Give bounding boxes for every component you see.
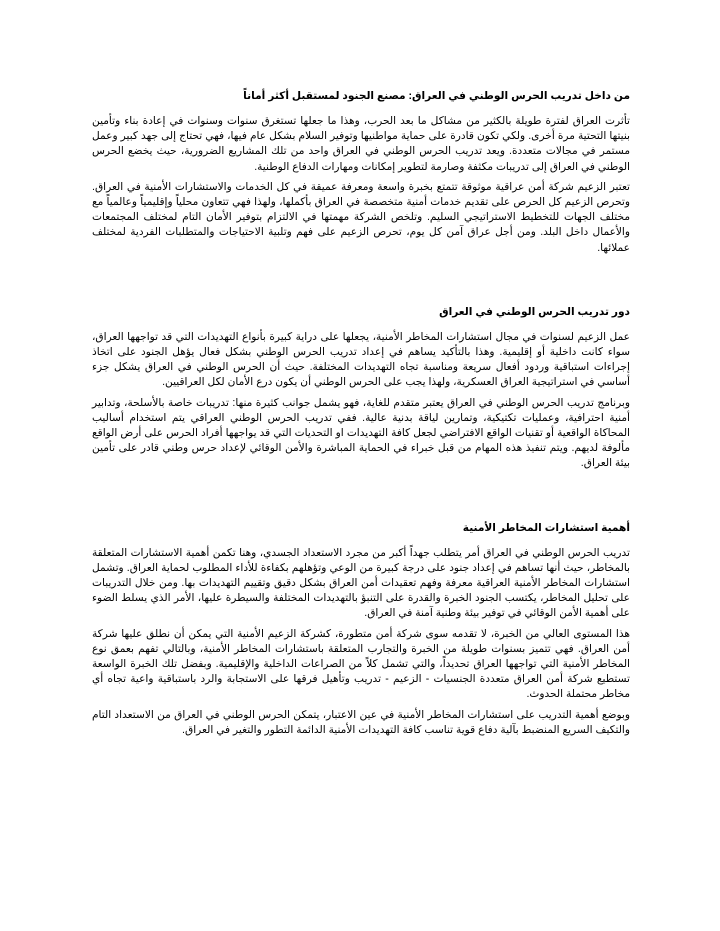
paragraph: تأثرت العراق لفترة طويلة بالكثير من مشاكل ما بعد الحرب، وهذا ما جعلها تستغرق سنوات وسنوات في إعادة بناء وتأمين بنيتها التحتية مرة أخرى. ولكي تكون قادرة على حماية مواطنيها وتوفير السلام بشكل عام فيها، فهي تحتاج إلى جهد كبير وعمل مستمر في مجالات متعددة. ويعد تدريب الحرس الوطني في العراق واحد من تلك المشاريع الضرورية، حيث يخضع الحرس الوطني في العراق إلى تدريبات مكثفة وصارمة لتطوير إمكانات ومهارات الدفاع الوطنية. [92, 115, 630, 173]
paragraph: تعتبر الزعيم شركة أمن عراقية موثوقة تتمتع بخبرة واسعة ومعرفة عميقة في كل الخدمات والاستشارات الأمنية في العراق. وتحرص الزعيم كل الحرص على تقديم خدمات أمنية متخصصة في العراق بأكملها، ولهذا فهي تتعاون محلياً وإقليمياً وعالمياً مع مختلف الجهات للتخطيط الاستراتيجي السليم. وتلخص الشركة مهمتها في الالتزام بتوفير الأمان التام لمختلف المجتمعات والأعمال داخل البلد. ومن أجل عراق آمن كل يوم، تحرص الزعيم على فهم وتلبية الاحتياجات والمتطلبات الفردية لمختلف عملائها. [92, 180, 630, 254]
section-heading: من داخل تدريب الحرس الوطني في العراق: مصنع الجنود لمستقبل أكثر أماناً [243, 90, 630, 102]
section-intro [92, 88, 630, 256]
section-guard-role [92, 304, 630, 472]
paragraph: وبوضع أهمية التدريب على استشارات المخاطر الأمنية في عين الاعتبار، يتمكن الحرس الوطني في العراق من الاستعداد التام والتكيف السريع المنضبط بآلية دفاع قوية تناسب كافة التهديدات الأمنية الدائمة التطور والتغير في العراق. [92, 708, 630, 736]
paragraph: تدريب الحرس الوطني في العراق أمر يتطلب جهداً أكبر من مجرد الاستعداد الجسدي، وهنا تكمن أهمية الاستشارات المتعلقة بالمخاطر، حيث أنها تساهم في إعداد جنود على درجة كبيرة من الوعي وتؤهلهم بكفاءة للأداء المطلوب لحماية العراق. وتشمل استشارات المخاطر الأمنية العراقية معرفة وفهم تعقيدات أمن العراق بشكل دقيق وتقييم التهديدات بها. ومن خلال التدريبات على تحليل المخاطر، يكتسب الجنود الخبرة والقدرة على التنبؤ بالتهديدات المختلفة والسيطرة عليها، الأمر الذي يسلط الضوء على أهمية الأمن الوقائي في توفير بيئة وطنية آمنة في العراق. [92, 546, 630, 620]
section-heading: دور تدريب الحرس الوطني في العراق [439, 305, 630, 318]
paragraph: عمل الزعيم لسنوات في مجال استشارات المخاطر الأمنية، يجعلها على دراية كبيرة بأنواع التهديدات التي قد تواجهها العراق، سواء كانت داخلية أو إقليمية. وهذا بالتأكيد يساهم في إعداد تدريب الحرس الوطني بشكل فعال يؤهل الجنود على اتخاذ إجراءات استباقية وردود أفعال سريعة ومناسبة تجاه التهديدات المختلفة. حيث أن الحرس الوطني في العراق يشكل جزء أساسي في استراتيجية العراق العسكرية، ولهذا يجب على الحرس الوطني أن يكون درع الأمان لكل العراقيين. [92, 330, 630, 389]
section-heading: أهمية استشارات المخاطر الأمنية [462, 521, 630, 534]
paragraph: وبرنامج تدريب الحرس الوطني في العراق يعتبر متقدم للغاية، فهو يشمل جوانب كثيرة منها: تدريبات خاصة بالأسلحة، وتدابير أمنية احترافية، وعمليات تكتيكية، وتمارين لياقة بدنية عالية. ففي تدريب الحرس الوطني العراقي يتم استخدام أساليب المحاكاة الواقعية أو تقنيات الواقع الافتراضي لجعل كافة التهديدات او التحديات التي قد يواجهها أفراد الحرس على أرض الواقع مألوفة لديهم. ويتم تنفيذ هذه المهام من قبل خبراء في الحماية المباشرة والأمن الوقائي لإعداد حرس وطني قادر على تأمين بيئة العراق. [92, 396, 630, 470]
paragraph: هذا المستوى العالي من الخبرة، لا تقدمه سوى شركة أمن متطورة، كشركة الزعيم الأمنية التي يمكن أن نطلق عليها شركة أمن العراق. فهي تتميز بسنوات طويلة من الخبرة والتجارب المتعلقة باستشارات المخاطر الأمنية، وبالتالي تفهم بعمق نوع المخاطر الأمنية التي تواجهها العراق تحديداً، والتي تشمل كلاً من الصراعات الداخلية والإقليمية. وبفضل تلك الخبرة الواسعة تستطيع شركة أمن العراق متعددة الجنسيات - الزعيم - تدريب وتأهيل فرقها على الاستجابة والرد باستباقية واعية تجاه أي مخاطر محتملة الحدوث. [92, 627, 630, 701]
section-risk-consulting [92, 520, 630, 738]
